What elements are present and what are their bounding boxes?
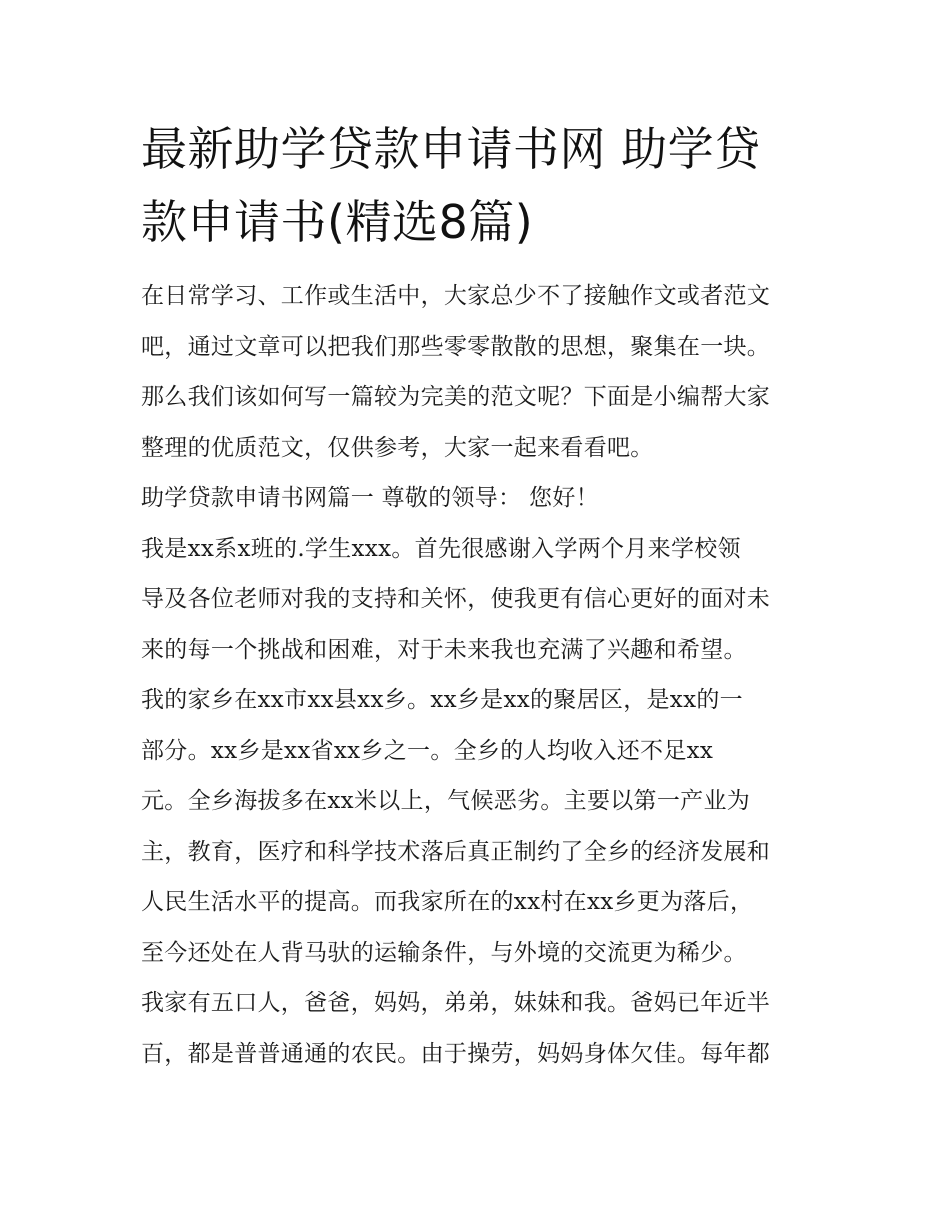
text-line: 元。全乡海拔多在xx米以上，气候恶劣。主要以第一产业为 [141,788,751,814]
text-line: 至今还处在人背马驮的运输条件，与外境的交流更为稀少。 [141,939,747,966]
text-line: 百，都是普普通通的农民。由于操劳，妈妈身体欠佳。每年都 [141,1040,771,1067]
paragraph-family [141,978,813,1079]
paragraph-intro [141,271,813,473]
document-title [141,113,813,259]
paragraph-self-intro [141,524,813,676]
text-line: 我的家乡在xx市xx县xx乡。xx乡是xx的聚居区，是xx的一 [141,687,743,713]
text-line: 整理的优质范文，仅供参考，大家一起来看看吧。 [141,434,654,461]
document-content [141,113,813,1079]
text-line: 我是xx系x班的.学生xxx。首先很感谢入学两个月来学校领 [141,535,741,562]
title-line: 最新助学贷款申请书网 助学贷 [141,122,761,176]
text-line: 我家有五口人，爸爸，妈妈，弟弟，妹妹和我。爸妈已年近半 [141,990,771,1016]
text-line: 那么我们该如何写一篇较为完美的范文呢？下面是小编帮大家 [141,384,771,410]
text-line: 人民生活水平的提高。而我家所在的xx村在xx乡更为落后， [141,889,754,915]
paragraph-hometown [141,675,813,978]
title-line: 款申请书(精选8篇) [141,195,534,249]
text-line: 吧，通过文章可以把我们那些零零散散的思想，聚集在一块。 [141,333,771,360]
text-line: 部分。xx乡是xx省xx乡之一。全乡的人均收入还不足xx [141,737,714,764]
text-line: 导及各位老师对我的支持和关怀，使我更有信心更好的面对未 [141,586,771,612]
document-body [141,271,813,1079]
text-line: 来的每一个挑战和困难，对于未来我也充满了兴趣和希望。 [141,636,747,663]
paragraph-salutation [141,473,813,524]
text-line: 助学贷款申请书网篇一 尊敬的领导： 您好！ [141,485,599,511]
text-line: 主，教育，医疗和科学技术落后真正制约了全乡的经济发展和 [141,838,771,865]
text-line: 在日常学习、工作或生活中，大家总少不了接触作文或者范文 [141,283,771,309]
